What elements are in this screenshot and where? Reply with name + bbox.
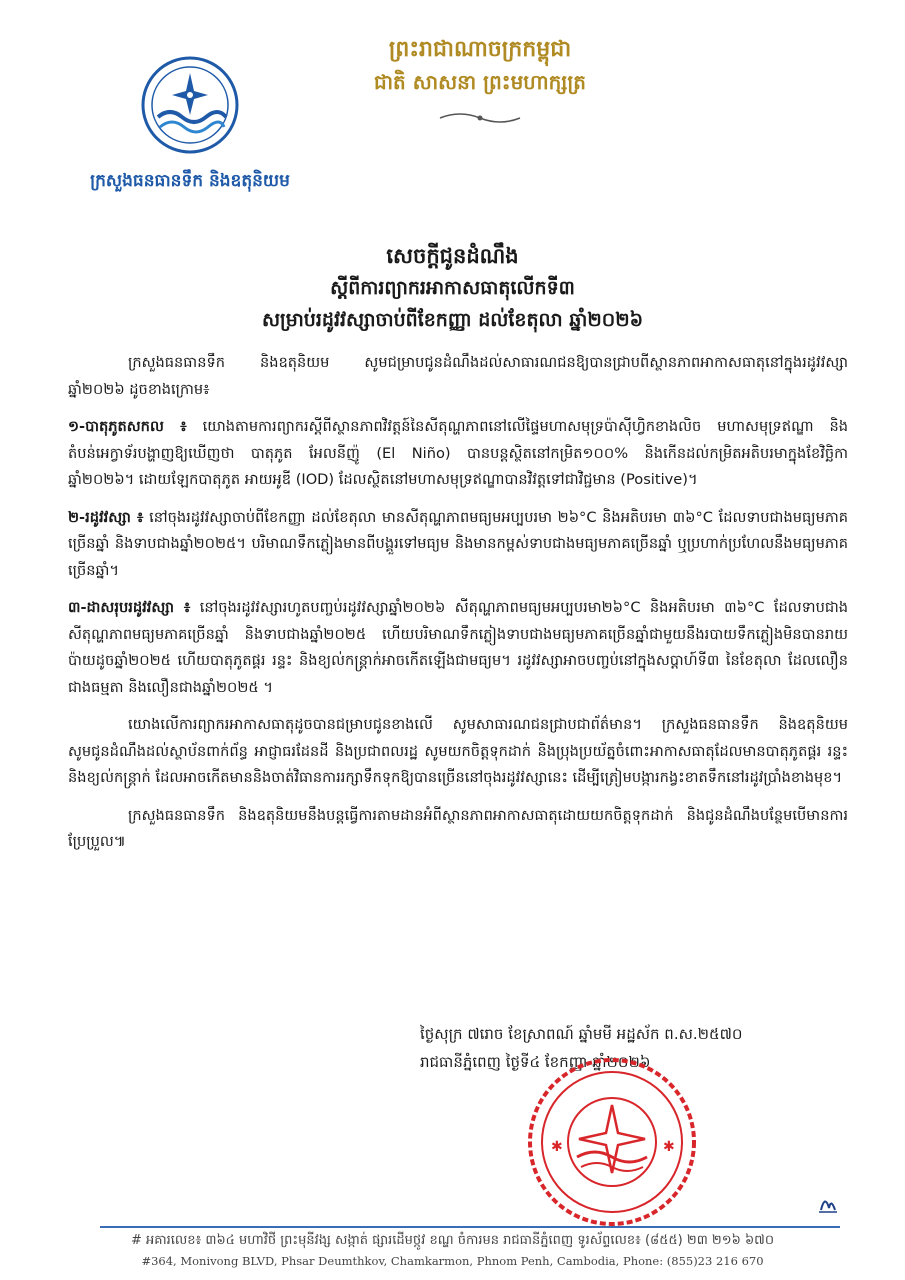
ministry-name: ក្រសួងធនធានទឹក និងឧតុនិយម [90, 171, 290, 191]
season-summary-label: ៣-ដាសរុបរដូវវស្សា ៖ [68, 599, 191, 616]
notice-title [60, 240, 845, 336]
footer-address-khmer: # អគារលេខ៖ ៣៦៤ មហាវិថី ព្រះមុនីវង្ស សង្កាត់ ផ្សារដើមថ្កូវ ខណ្ឌ ចំការមន រាជធានីភ្នំពេញ ទូរស័ព្ទលេខ៖ (៨៥៥) ២៣ ២១៦ ៦៧០ [130, 1233, 775, 1248]
rainy-season-text: នៅចុងរដូវវស្សាចាប់ពីខែកញ្ញា ដល់ខែតុលា មានសីតុណ្ហភាពមធ្យមអប្បបរមា ២៦°C និងអតិបរមា ៣៦°C ដែលទាបជាងមធ្យមភាគច្រើនឆ្នាំ និងទាបជាងឆ្នាំ២០២៥។ បរិមាណទឹកភ្លៀងមានពីបង្គួរទៅមធ្យម និងមានកម្ពស់ទាបជាងមធ្យមភាគច្រើនឆ្នាំ ឬប្រហាក់ប្រហែលនឹងមធ្យមភាគច្រើនឆ្នាំ។ [68, 508, 849, 579]
season-summary-text: នៅចុងរដូវវស្សារហូតបញ្ចប់រដូវវស្សាឆ្នាំ២០២៦ សីតុណ្ហភាពមធ្យមអប្បបរមា២៦°C និងអតិបរមា ៣៦°C ដែលទាបជាងសីតុណ្ហភាពមធ្យមភាគច្រើនឆ្នាំ និងទាបជាងឆ្នាំ២០២៥ ហើយបរិមាណទឹកភ្លៀងទាបជាងមធ្យមភាគច្រើនឆ្នាំជាមួយនឹងរបាយទឹកភ្លៀងមិនបានរាយប៉ាយដូចឆ្នាំ២០២៥ ហើយបាតុភូតផ្គរ រន្ទះ និងខ្យល់កន្ត្រាក់អាចកើតឡើងជាមធ្យម។ រដូវវស្សាអាចបញ្ចប់នៅក្នុងសប្តាហ៍ទី៣ នៃខែតុលា ដែលលឿនជាងធម្មតា និងលឿនជាងឆ្នាំ២០២៥ ។ [68, 599, 849, 696]
svg-text:✱: ✱ [551, 1139, 563, 1155]
title-line-1: សេចក្តីជូនដំណឹង [386, 244, 519, 268]
rainy-season-label: ២-រដូវវស្សា ៖ [68, 508, 144, 526]
flourish-ornament-icon [435, 110, 525, 126]
notice-body [68, 350, 848, 867]
national-motto: ជាតិ សាសនា ព្រះមហាក្សត្រ [374, 70, 586, 94]
lunar-date: ថ្ងៃសុក្រ ៧រោច ខែស្រាពណ៍ ឆ្នាំមមី អដ្ឋស័ក ព.ស.២៥៧០ [420, 1025, 743, 1043]
closing-paragraph: ក្រសួងធនធានទឹក និងឧតុនិយមនឹងបន្តធ្វើការតាមដានអំពីស្ថានភាពអាកាសធាតុដោយយកចិត្តទុកដាក់ និងជូនដំណឹងបន្ថែមបើមានការប្រែប្រួល៕ [68, 806, 848, 850]
kingdom-name: ព្រះរាជាណាចក្រកម្ពុជា [388, 37, 572, 62]
footer-address-english: #364, Monivong BLVD, Phsar Deumthkov, Chamkarmon, Phnom Penh, Cambodia, Phone: (855)23 216 670 [141, 1254, 764, 1268]
rainy-season-paragraph [68, 505, 848, 585]
global-phenomena-label: ១-បាតុភូតសកល ៖ [68, 418, 187, 435]
footer-divider [100, 1226, 840, 1228]
footer-address [60, 1230, 845, 1270]
ministry-logo-icon [140, 55, 240, 155]
season-summary-paragraph [68, 595, 848, 701]
svg-text:✱: ✱ [663, 1139, 675, 1155]
advice-paragraph: យោងលើការព្យាករអាកាសធាតុដូចបានជម្រាបជូនខាងលើ សូមសាធារណជនជ្រាបជាព័ត៌មាន។ ក្រសួងធនធានទឹក និងឧតុនិយម សូមជូនដំណឹងដល់ស្ថាប័នពាក់ព័ន្ធ អាជ្ញាធរដែនដី និងប្រជាពលរដ្ឋ សូមយកចិត្តទុកដាក់ និងប្រុងប្រយ័ត្នចំពោះអាកាសធាតុដែលមានបាតុភូតផ្គរ រន្ទះ និងខ្យល់កន្ត្រាក់ ដែលអាចកើតមាននិងចាត់វិធានការរក្សាទឹកទុកឱ្យបានច្រើននៅចុងរដូវវស្សានេះ ដើម្បីត្រៀមបង្ការកង្វះខាតទឹកនៅរដូវប្រាំងខាងមុខ។ [68, 716, 848, 786]
official-seal-icon [525, 1055, 700, 1230]
global-phenomena-text: យោងតាមការព្យាករស្តីពីស្ថានភាពវិវត្តន៍នៃសីតុណ្ហភាពនៅលើផ្ទៃមហាសមុទ្រប៉ាស៊ីហ្វិកខាងលិច មហាសមុទ្រឥណ្ឌា និងតំបន់អេក្វាទ័របង្ហាញឱ្យឃើញថា បាតុភូត អែលនីញ៉ូ (El Niño) បានបន្តស្ថិតនៅកម្រិត១០០% និងកើនដល់កម្រិតអតិបរមាក្នុងខែវិច្ឆិកា ឆ្នាំ២០២៦។ ដោយឡែកបាតុភូត អាយអូឌី (IOD) ដែលស្ថិតនៅមហាសមុទ្រឥណ្ឌាបានវិវត្តទៅជាវិជ្ជមាន (Positive)។ [68, 418, 848, 488]
global-phenomena-paragraph [68, 414, 848, 494]
intro-paragraph: ក្រសួងធនធានទឹក និងឧតុនិយម សូមជម្រាបជូនដំណឹងដល់សាធារណជនឱ្យបានជ្រាបពីស្ថានភាពអាកាសធាតុនៅក្នុងរដូវវស្សា ឆ្នាំ២០២៦ ដូចខាងក្រោម៖ [68, 354, 848, 398]
title-line-2: ស្តីពីការព្យាករអាកាសធាតុលើកទី៣ [330, 277, 575, 299]
title-line-3: សម្រាប់រដូវវស្សាចាប់ពីខែកញ្ញា ដល់ខែតុលា ឆ្នាំ២០២៦ [261, 309, 644, 331]
solar-date: រាជធានីភ្នំពេញ ថ្ងៃទី៤ ខែកញ្ញា ឆ្នាំ២០២៦ [420, 1053, 651, 1071]
kingdom-heading [300, 34, 660, 98]
signature-icon [815, 1190, 841, 1216]
